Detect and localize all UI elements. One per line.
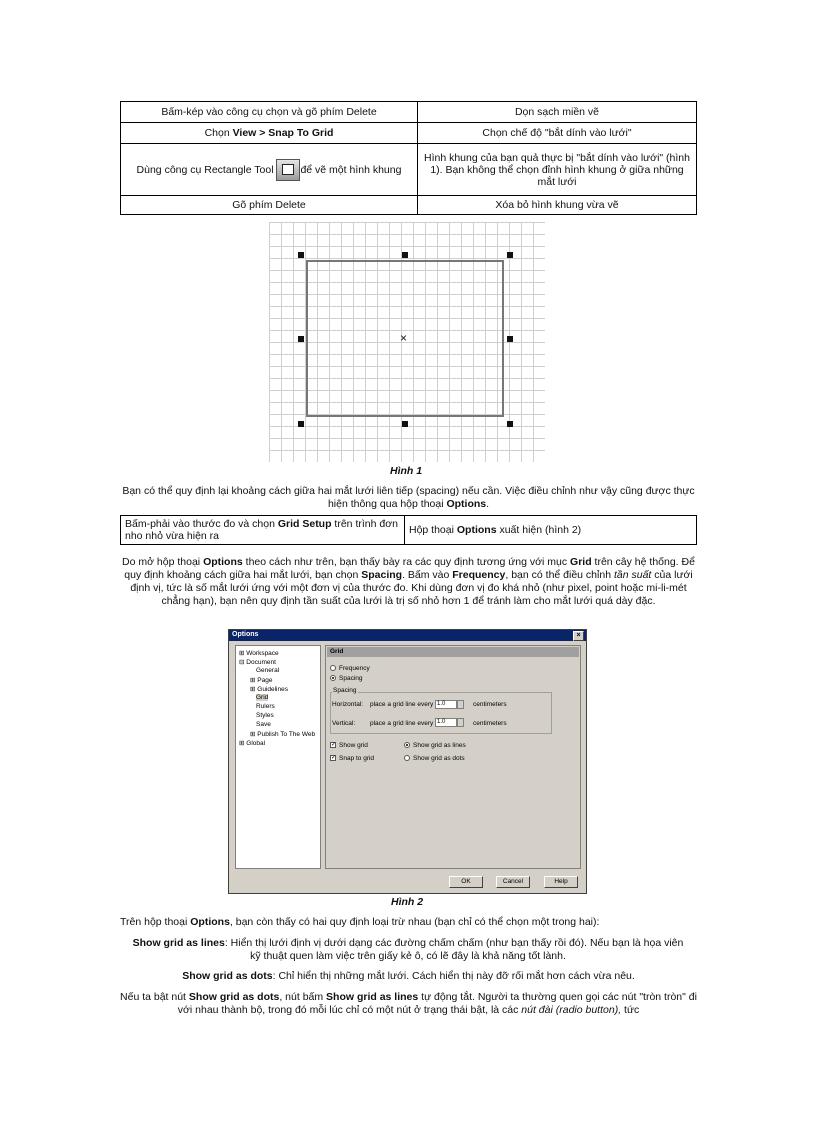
para6-t4: tức	[621, 1004, 640, 1016]
figure1-caption: Hình 1	[390, 465, 423, 477]
para2-b1: Options	[203, 556, 243, 568]
para1-end: .	[486, 498, 490, 510]
spacing-group-label: Spacing	[333, 687, 357, 694]
table1-row2-left	[121, 123, 418, 144]
handle-top-center	[402, 252, 408, 258]
horizontal-spacing-input[interactable]: 1.0	[435, 700, 457, 709]
grid-as-dots-radio[interactable]	[404, 755, 465, 762]
tree-label-guidelines: Guidelines	[257, 686, 288, 693]
frequency-radio-icon	[330, 665, 336, 671]
show-grid-label: Show grid	[339, 742, 368, 749]
frequency-label: Frequency	[339, 665, 370, 672]
spacing-label: Spacing	[339, 675, 363, 682]
lines-label: Show grid as lines	[413, 742, 466, 749]
table2-left-pre: Bấm-phải vào thước đo và chọn	[125, 518, 278, 530]
lines-radio-icon	[404, 742, 410, 748]
table1-row4-right: Xóa bỏ hình khung vừa vẽ	[418, 196, 697, 215]
tree-item-page[interactable]: ⊞ Page	[250, 677, 273, 684]
para2-b2: Grid	[570, 556, 592, 568]
para6-b1: Show grid as dots	[188, 991, 280, 1003]
para6-t3: tự động tắt. Người ta thường quen gọi các nút "tròn tròn" đi với nhau thành bộ, trong đó mỗi lúc chỉ có một nút ở trạng thái bật, là các	[177, 991, 697, 1016]
table2-left-bold: Grid Setup	[277, 518, 332, 530]
spacing-group	[330, 692, 552, 734]
table1-row3-right: Hình khung của bạn quả thực bị "bắt dính vào lưới" (hình 1). Bạn không thể chọn đỉnh hình khung ở giữa những mắt lưới	[418, 144, 697, 196]
snap-check-icon: ✓	[331, 755, 337, 762]
tree-label-global: Global	[246, 740, 266, 747]
table2-right-pre: Hộp thoại	[409, 524, 457, 536]
tree-item-publish[interactable]: ⊞ Publish To The Web	[250, 731, 316, 738]
table1-row4-left: Gõ phím Delete	[121, 196, 418, 215]
table1-row3-left	[121, 144, 418, 196]
handle-top-left	[298, 252, 304, 258]
paragraph-6	[120, 991, 697, 1017]
vertical-label: Vertical:	[332, 720, 356, 727]
table2-left-post: trên trình đơn nho nhỏ vừa hiện ra	[125, 518, 398, 542]
tree-label-publish: Publish To The Web	[257, 731, 316, 738]
table1-row3-left-post: để vẽ một hình khung	[300, 163, 402, 176]
spacing-radio[interactable]	[330, 675, 363, 682]
cancel-button[interactable]: Cancel	[496, 876, 530, 888]
para6-t1: Nếu ta bật nút	[120, 991, 189, 1003]
rectangle-tool-icon	[276, 159, 300, 181]
tree-item-rulers[interactable]: Rulers	[256, 703, 275, 710]
handle-bottom-right	[507, 421, 513, 427]
handle-middle-right	[507, 336, 513, 342]
para2-t3: trên cây hệ thống. Để quy định khoảng cách giữa hai mắt lưới, bạn chọn	[124, 556, 695, 581]
options-tree	[235, 645, 321, 869]
para6-b2: Show grid as lines	[326, 991, 419, 1003]
tree-item-general[interactable]: General	[256, 667, 280, 674]
snap-label: Snap to grid	[339, 755, 375, 762]
tree-item-guidelines[interactable]: ⊞ Guidelines	[250, 686, 288, 693]
table1-row2-left-bold: View > Snap To Grid	[232, 127, 334, 139]
paragraph-3	[120, 916, 697, 929]
table1-row3-left-pre: Dùng công cụ Rectangle Tool	[136, 163, 274, 176]
show-grid-check-icon: ✓	[331, 742, 337, 749]
steps-table-2	[120, 515, 697, 545]
tree-label-page: Page	[257, 677, 273, 684]
snap-to-grid-checkbox[interactable]	[330, 755, 374, 762]
paragraph-2	[120, 556, 697, 608]
vertical-spacing-input[interactable]: 1.0	[435, 718, 457, 727]
tree-item-save[interactable]: Save	[256, 721, 271, 728]
table1-row1-left: Bấm-kép vào công cụ chọn và gõ phím Delete	[121, 102, 418, 123]
ok-button[interactable]: OK	[449, 876, 483, 888]
para5-t1: : Chỉ hiển thị những mắt lưới. Cách hiển thị này đỡ rối mắt hơn cách vừa nêu.	[272, 970, 635, 982]
help-button[interactable]: Help	[544, 876, 578, 888]
handle-bottom-left	[298, 421, 304, 427]
horizontal-spinner[interactable]	[457, 700, 464, 709]
para2-b4: Frequency	[452, 569, 506, 581]
vertical-unit: centimeters	[473, 720, 507, 727]
table2-right-post: xuất hiện (hình 2)	[496, 524, 582, 536]
dots-label: Show grid as dots	[413, 755, 465, 762]
para3-b1: Options	[190, 916, 230, 928]
table1-row1-right: Dọn sạch miền vẽ	[418, 102, 697, 123]
panel-title: Grid	[327, 647, 579, 657]
tree-item-styles[interactable]: Styles	[256, 712, 274, 719]
horizontal-desc: place a grid line every	[370, 701, 434, 708]
horizontal-label: Horizontal:	[332, 701, 364, 708]
center-mark-icon: ×	[400, 331, 408, 345]
paragraph-1	[120, 485, 697, 511]
handle-middle-left	[298, 336, 304, 342]
para5-b1: Show grid as dots	[182, 970, 273, 982]
show-grid-checkbox[interactable]	[330, 742, 368, 749]
vertical-desc: place a grid line every	[370, 720, 434, 727]
paragraph-5	[120, 970, 697, 983]
tree-item-global[interactable]: ⊞ Global	[239, 740, 266, 747]
horizontal-unit: centimeters	[473, 701, 507, 708]
table2-right	[405, 516, 697, 545]
tree-label-workspace: Workspace	[246, 650, 279, 657]
para6-i1: nút đài (radio button),	[521, 1004, 622, 1016]
table1-row2-left-pre: Chọn	[204, 127, 233, 139]
para2-t4: . Bấm vào	[402, 569, 453, 581]
dialog-title: Options	[232, 631, 259, 638]
tree-label-document: Document	[246, 659, 276, 666]
para2-t6: của lưới định vị, tức là số mắt lưới ứng với một đơn vị của thước đo. Khi dùng đơn vị đo khá nhỏ (như pixel, point hoặc mi-li-mét chẳng hạn), bạn nên quy định tần suất của lưới là trị số nhỏ hơn 1 để tránh làm cho mắt lưới quá dày đặc.	[130, 569, 693, 607]
steps-table-1	[120, 101, 697, 215]
para4-t1: : Hiển thị lưới định vị dưới dạng các đường chấm chấm (như bạn thấy rồi đó). Nếu bạn là họa viên kỹ thuật quen làm việc trên giấy kẻ ô, có lẽ đây là khả năng tốt lành.	[224, 937, 684, 962]
tree-item-document[interactable]: ⊟ Document	[239, 659, 276, 666]
grid-as-lines-radio[interactable]	[404, 742, 466, 749]
spacing-radio-icon	[330, 675, 336, 681]
para4-b1: Show grid as lines	[132, 937, 225, 949]
table2-right-bold: Options	[456, 524, 497, 536]
options-dialog	[228, 629, 587, 894]
close-icon[interactable]: ×	[573, 631, 584, 641]
para3-t1: Trên hộp thoại	[120, 916, 191, 928]
dialog-title-bar	[229, 630, 586, 641]
para2-t5: , bạn có thể điều chỉnh	[505, 569, 614, 581]
paragraph-4	[128, 937, 688, 963]
para3-t2: , bạn còn thấy có hai quy định loại trừ nhau (bạn chỉ có thể chọn một trong hai):	[229, 916, 600, 928]
figure2-caption: Hình 2	[391, 896, 424, 908]
vertical-spinner[interactable]	[457, 718, 464, 727]
table1-row2-right: Chọn chế độ "bắt dính vào lưới"	[418, 123, 697, 144]
dots-radio-icon	[404, 755, 410, 761]
para2-t2: theo cách như trên, bạn thấy bày ra các quy định tương ứng với mục	[242, 556, 571, 568]
para1-bold: Options	[446, 498, 487, 510]
grid-settings-panel	[325, 645, 581, 869]
handle-top-right	[507, 252, 513, 258]
para2-t1: Do mở hộp thoại	[122, 556, 204, 568]
table2-left	[121, 516, 405, 545]
handle-bottom-center	[402, 421, 408, 427]
tree-item-workspace[interactable]: ⊞ Workspace	[239, 650, 279, 657]
para6-t2: , nút bấm	[279, 991, 327, 1003]
para2-b3: Spacing	[361, 569, 403, 581]
frequency-radio[interactable]	[330, 665, 370, 672]
para1-text: Bạn có thể quy định lại khoảng cách giữa hai mắt lưới liên tiếp (spacing) nếu cần. Việc điều chỉnh như vậy cũng được thực hiện thông qua hộp thoại	[122, 485, 695, 510]
para2-i1: tần suất	[613, 569, 652, 581]
tree-item-grid[interactable]: Grid	[256, 694, 269, 701]
